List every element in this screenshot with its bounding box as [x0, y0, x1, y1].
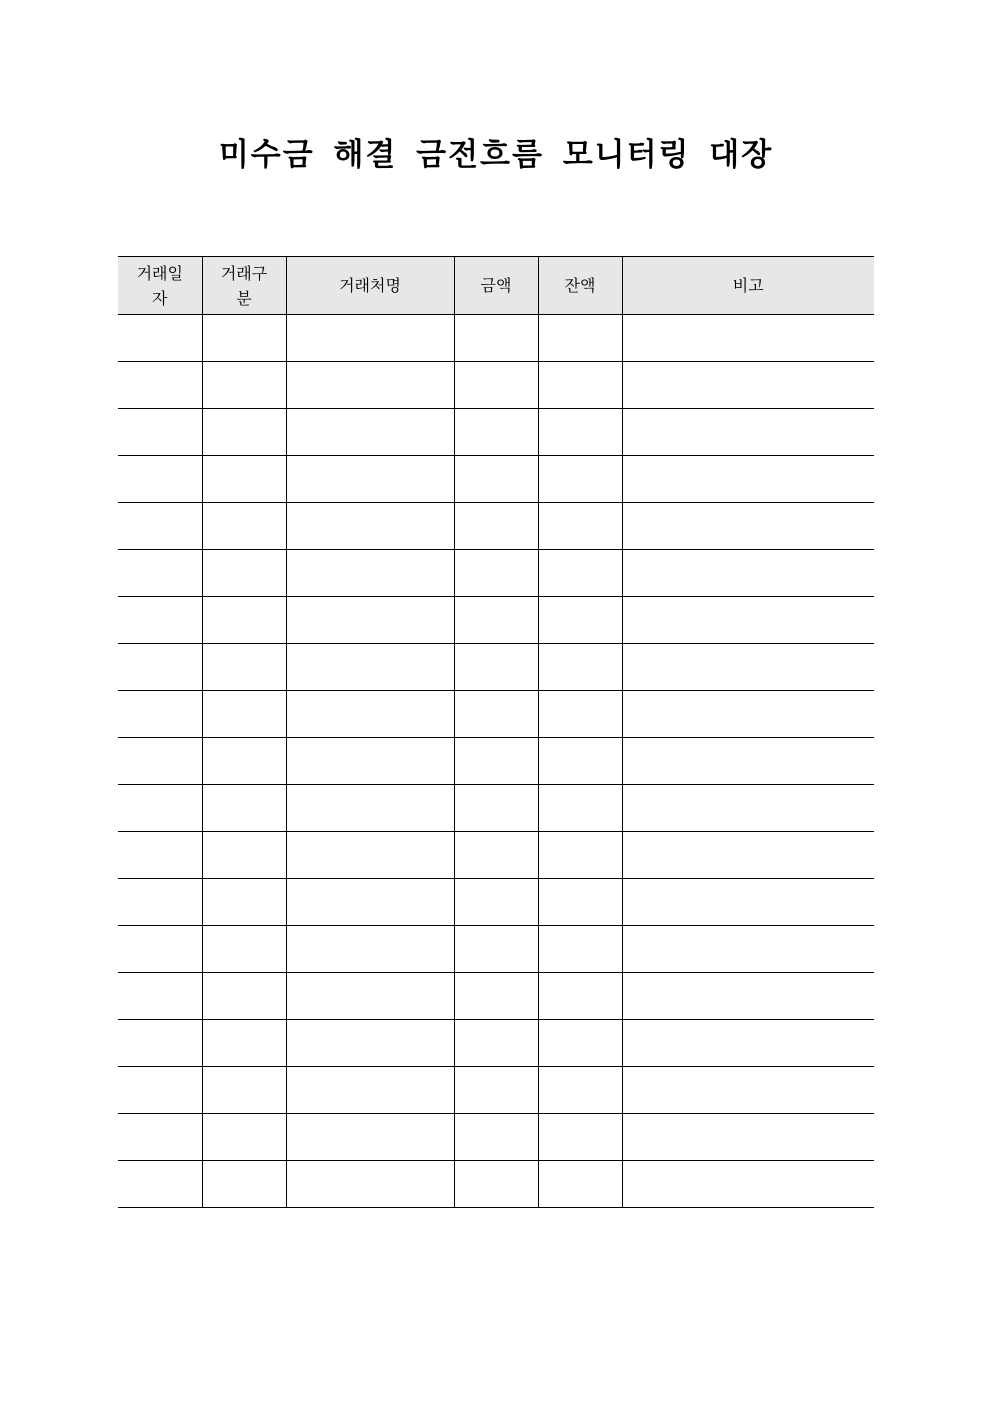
cell-type[interactable]	[202, 738, 286, 785]
cell-client[interactable]	[286, 785, 454, 832]
cell-client[interactable]	[286, 315, 454, 362]
cell-amount[interactable]	[454, 691, 538, 738]
table-row	[118, 362, 874, 409]
cell-client[interactable]	[286, 1067, 454, 1114]
cell-balance[interactable]	[538, 503, 622, 550]
table-row	[118, 1067, 874, 1114]
cell-remarks[interactable]	[622, 926, 874, 973]
cell-type[interactable]	[202, 362, 286, 409]
cell-amount[interactable]	[454, 879, 538, 926]
cell-remarks[interactable]	[622, 597, 874, 644]
cell-client[interactable]	[286, 503, 454, 550]
cell-amount[interactable]	[454, 362, 538, 409]
cell-balance[interactable]	[538, 362, 622, 409]
cell-date[interactable]	[118, 597, 202, 644]
cell-client[interactable]	[286, 550, 454, 597]
cell-client[interactable]	[286, 1161, 454, 1208]
cell-client[interactable]	[286, 973, 454, 1020]
table-row	[118, 1114, 874, 1161]
cell-balance[interactable]	[538, 738, 622, 785]
cell-amount[interactable]	[454, 550, 538, 597]
table-row	[118, 691, 874, 738]
cell-type[interactable]	[202, 691, 286, 738]
cell-remarks[interactable]	[622, 315, 874, 362]
cell-date[interactable]	[118, 362, 202, 409]
cell-amount[interactable]	[454, 1067, 538, 1114]
cell-remarks[interactable]	[622, 1114, 874, 1161]
table-row	[118, 879, 874, 926]
table-row	[118, 1161, 874, 1208]
cell-date[interactable]	[118, 1067, 202, 1114]
cell-remarks[interactable]	[622, 973, 874, 1020]
cell-type[interactable]	[202, 1067, 286, 1114]
cell-remarks[interactable]	[622, 503, 874, 550]
cell-client[interactable]	[286, 832, 454, 879]
cell-balance[interactable]	[538, 926, 622, 973]
table-row	[118, 832, 874, 879]
table-row	[118, 456, 874, 503]
cell-client[interactable]	[286, 597, 454, 644]
cell-type[interactable]	[202, 973, 286, 1020]
cell-balance[interactable]	[538, 456, 622, 503]
cell-remarks[interactable]	[622, 456, 874, 503]
header-row	[118, 257, 874, 315]
cell-amount[interactable]	[454, 1114, 538, 1161]
cell-type[interactable]	[202, 456, 286, 503]
cell-date[interactable]	[118, 1161, 202, 1208]
cell-date[interactable]	[118, 644, 202, 691]
cell-balance[interactable]	[538, 1161, 622, 1208]
cell-type[interactable]	[202, 832, 286, 879]
cell-type[interactable]	[202, 926, 286, 973]
cell-amount[interactable]	[454, 926, 538, 973]
table-row	[118, 644, 874, 691]
cell-remarks[interactable]	[622, 550, 874, 597]
cell-balance[interactable]	[538, 785, 622, 832]
header-remarks: 비고	[622, 257, 874, 315]
cell-client[interactable]	[286, 409, 454, 456]
cell-client[interactable]	[286, 1114, 454, 1161]
cell-balance[interactable]	[538, 1067, 622, 1114]
cell-remarks[interactable]	[622, 832, 874, 879]
cell-amount[interactable]	[454, 785, 538, 832]
cell-balance[interactable]	[538, 315, 622, 362]
cell-type[interactable]	[202, 879, 286, 926]
cell-balance[interactable]	[538, 879, 622, 926]
cell-remarks[interactable]	[622, 785, 874, 832]
cell-date[interactable]	[118, 315, 202, 362]
cell-amount[interactable]	[454, 973, 538, 1020]
cell-balance[interactable]	[538, 409, 622, 456]
cell-type[interactable]	[202, 597, 286, 644]
ledger-table	[118, 256, 874, 1208]
table-row	[118, 926, 874, 973]
cell-remarks[interactable]	[622, 644, 874, 691]
cell-balance[interactable]	[538, 644, 622, 691]
cell-type[interactable]	[202, 1114, 286, 1161]
cell-amount[interactable]	[454, 832, 538, 879]
cell-type[interactable]	[202, 644, 286, 691]
table-row	[118, 738, 874, 785]
cell-balance[interactable]	[538, 1020, 622, 1067]
cell-balance[interactable]	[538, 691, 622, 738]
table-row	[118, 315, 874, 362]
cell-amount[interactable]	[454, 597, 538, 644]
header-balance: 잔액	[538, 257, 622, 315]
header-amount: 금액	[454, 257, 538, 315]
cell-type[interactable]	[202, 550, 286, 597]
cell-type[interactable]	[202, 1161, 286, 1208]
cell-client[interactable]	[286, 644, 454, 691]
cell-balance[interactable]	[538, 550, 622, 597]
header-client: 거래처명	[286, 257, 454, 315]
cell-date[interactable]	[118, 879, 202, 926]
cell-date[interactable]	[118, 1114, 202, 1161]
cell-remarks[interactable]	[622, 1020, 874, 1067]
cell-date[interactable]	[118, 503, 202, 550]
cell-amount[interactable]	[454, 409, 538, 456]
header-date: 거래일자	[118, 257, 202, 315]
cell-amount[interactable]	[454, 1020, 538, 1067]
cell-remarks[interactable]	[622, 409, 874, 456]
cell-date[interactable]	[118, 785, 202, 832]
cell-type[interactable]	[202, 1020, 286, 1067]
cell-date[interactable]	[118, 832, 202, 879]
table-row	[118, 550, 874, 597]
cell-client[interactable]	[286, 926, 454, 973]
cell-client[interactable]	[286, 879, 454, 926]
cell-date[interactable]	[118, 926, 202, 973]
cell-client[interactable]	[286, 1020, 454, 1067]
table-row	[118, 409, 874, 456]
cell-amount[interactable]	[454, 1161, 538, 1208]
cell-remarks[interactable]	[622, 1067, 874, 1114]
cell-balance[interactable]	[538, 597, 622, 644]
cell-date[interactable]	[118, 456, 202, 503]
table-row	[118, 503, 874, 550]
cell-client[interactable]	[286, 691, 454, 738]
cell-date[interactable]	[118, 738, 202, 785]
cell-amount[interactable]	[454, 644, 538, 691]
header-type: 거래구분	[202, 257, 286, 315]
table-row	[118, 597, 874, 644]
table-row	[118, 973, 874, 1020]
cell-client[interactable]	[286, 362, 454, 409]
cell-amount[interactable]	[454, 315, 538, 362]
cell-date[interactable]	[118, 409, 202, 456]
cell-date[interactable]	[118, 1020, 202, 1067]
table-row	[118, 785, 874, 832]
table-row	[118, 1020, 874, 1067]
ledger-body	[118, 315, 874, 1208]
cell-type[interactable]	[202, 315, 286, 362]
cell-type[interactable]	[202, 409, 286, 456]
cell-type[interactable]	[202, 785, 286, 832]
cell-client[interactable]	[286, 738, 454, 785]
cell-type[interactable]	[202, 503, 286, 550]
cell-amount[interactable]	[454, 503, 538, 550]
page-title: 미수금 해결 금전흐름 모니터링 대장	[218, 137, 774, 173]
cell-date[interactable]	[118, 691, 202, 738]
cell-amount[interactable]	[454, 456, 538, 503]
cell-balance[interactable]	[538, 1114, 622, 1161]
cell-remarks[interactable]	[622, 1161, 874, 1208]
cell-balance[interactable]	[538, 973, 622, 1020]
cell-remarks[interactable]	[622, 738, 874, 785]
cell-remarks[interactable]	[622, 691, 874, 738]
cell-balance[interactable]	[538, 832, 622, 879]
cell-client[interactable]	[286, 456, 454, 503]
cell-date[interactable]	[118, 973, 202, 1020]
cell-amount[interactable]	[454, 738, 538, 785]
cell-date[interactable]	[118, 550, 202, 597]
cell-remarks[interactable]	[622, 362, 874, 409]
cell-remarks[interactable]	[622, 879, 874, 926]
